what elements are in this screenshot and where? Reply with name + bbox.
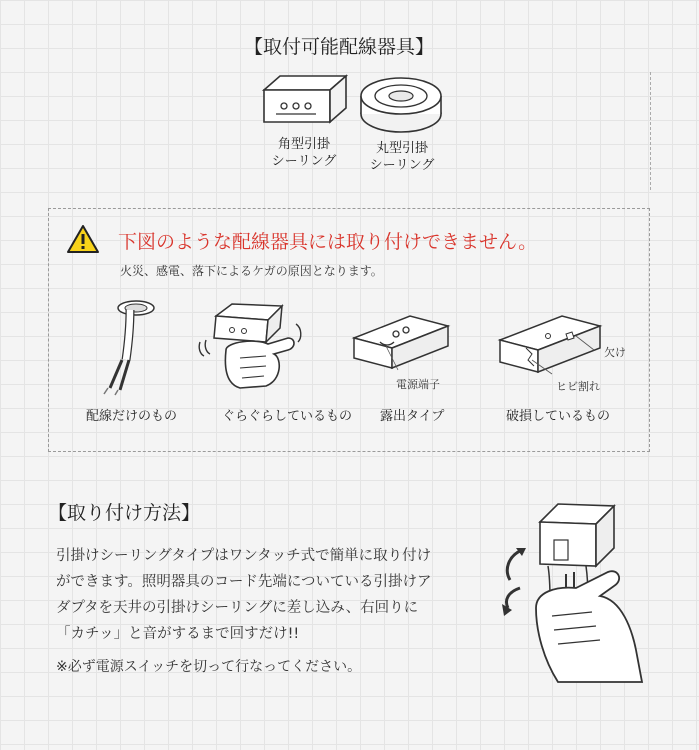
power-terminal-callout: 電源端子 (396, 378, 440, 391)
compatible-title: 【取付可能配線器具】 (244, 36, 435, 58)
crack-callout: ヒビ割れ (556, 380, 600, 393)
warning-item-label-4: 破損しているもの (506, 409, 611, 424)
round-ceiling-rosette-icon (358, 70, 444, 136)
chip-callout: 欠け (604, 346, 626, 359)
warning-triangle-icon (66, 224, 100, 254)
dotted-divider (650, 72, 651, 190)
bare-wires-icon (98, 296, 162, 396)
exposed-terminal-fixture-icon (350, 312, 452, 378)
warning-item-label-1: 配線だけのもの (86, 409, 178, 424)
install-title: 【取り付け方法】 (48, 502, 201, 524)
square-rosette-label: 角型引掛 シーリング (271, 137, 337, 169)
warning-item-label-2: ぐらぐらしているもの (222, 409, 353, 424)
warning-title: 下図のような配線器具には取り付けできません。 (118, 231, 538, 253)
loose-fixture-hand-icon (196, 298, 316, 394)
damaged-fixture-icon (496, 310, 604, 380)
square-ceiling-rosette-icon (258, 70, 350, 130)
warning-subtitle: 火災、感電、落下によるケガの原因となります。 (120, 264, 383, 278)
install-note: ※必ず電源スイッチを切って行なってください。 (56, 659, 362, 675)
install-body: 引掛けシーリングタイプはワンタッチ式で簡単に取り付け ができます。照明器具のコード先端についている引掛けア ダプタを天井の引掛けシーリングに差し込み、右回りに 「カチッ」と音がするまで回すだけ!! (56, 548, 432, 642)
warning-item-label-3: 露出タイプ (380, 409, 445, 424)
round-rosette-label: 丸型引掛 シーリング (369, 141, 435, 173)
twist-install-hand-icon (496, 500, 652, 686)
